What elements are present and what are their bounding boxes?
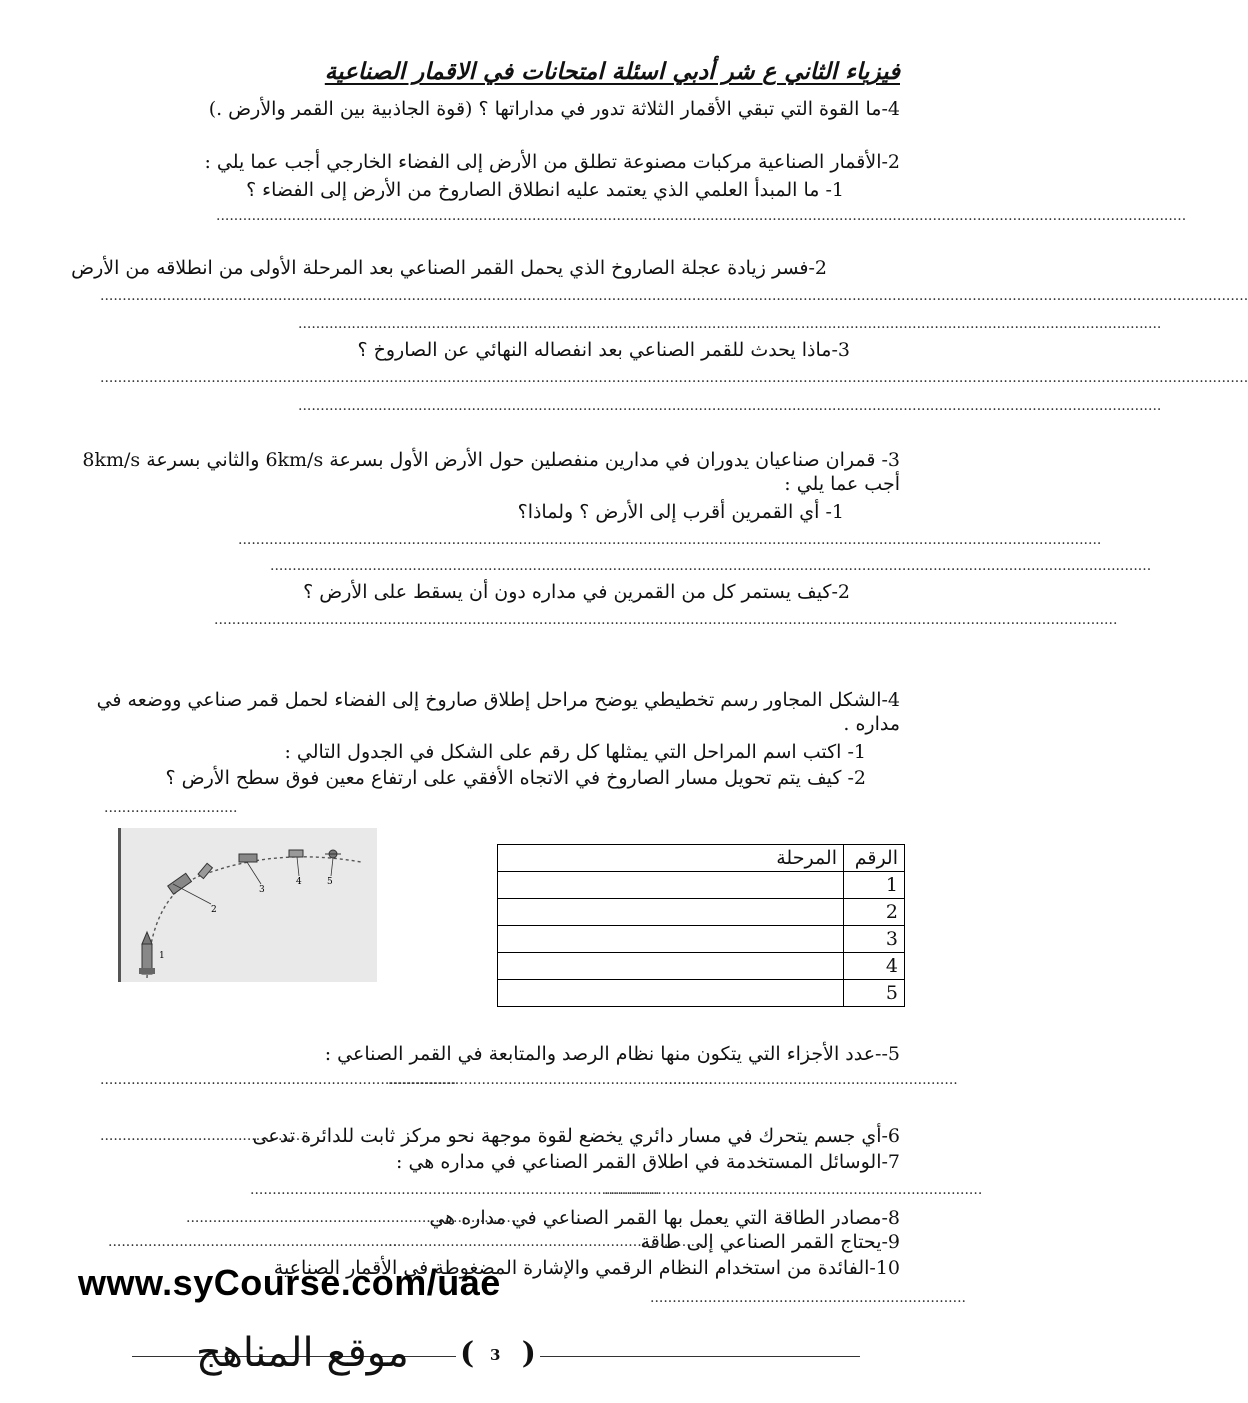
section2-q2: 2-فسر زيادة عجلة الصاروخ الذي يحمل القمر الصناعي بعد المرحلة الأولى من انطلاقه من الأرض: [71, 257, 827, 279]
answer-line: ..................................................................................................................................................................................................: [298, 316, 1162, 332]
table-row: [498, 980, 905, 1007]
row-number: 2: [844, 899, 905, 926]
bracket-left: (: [460, 1336, 475, 1371]
table-row: [498, 926, 905, 953]
page-number: 3: [490, 1346, 501, 1364]
col-number-header: الرقم: [844, 845, 905, 872]
question-8: 8-مصادر الطاقة التي يعمل بها القمر الصناعي في مداره هي: [429, 1207, 900, 1229]
question-6: 6-أي جسم يتحرك في مسار دائري يخضع لقوة موجهة نحو مركز ثابت للدائرة تدعى: [252, 1125, 900, 1147]
booster-icon: [198, 863, 212, 878]
answer-line: ..................................................................................................................................................................................................................................................................: [100, 288, 1248, 304]
table-row: [498, 872, 905, 899]
table-row: [498, 899, 905, 926]
footer-rule-right: [540, 1356, 860, 1357]
question-9: 9-يحتاج القمر الصناعي إلى طاقة: [640, 1231, 900, 1253]
question-10: 10-الفائدة من استخدام النظام الرقمي والإشارة المضغوطة في الأقمار الصناعية: [273, 1257, 900, 1279]
section4-heading: 4-الشكل المجاور رسم تخطيطي يوضح مراحل إطلاق صاروخ إلى الفضاء لحمل قمر صناعي ووضعه في: [96, 689, 900, 711]
answer-line: ............................................................................................: [250, 1182, 660, 1198]
bracket-right: ): [521, 1336, 536, 1371]
rocket-stage-1-icon: [139, 932, 155, 974]
section3-heading-cont: أجب عما يلي :: [784, 473, 900, 495]
stage-answer-cell[interactable]: [498, 953, 844, 980]
answer-line: ................................................................................: [100, 1072, 457, 1088]
figure-label-2: 2: [211, 905, 217, 915]
answer-line: ..................................................................................................................................................................................................: [298, 398, 1162, 414]
table-row: [498, 953, 905, 980]
answer-line: ..................................................................: [664, 1072, 958, 1088]
stage-answer-cell[interactable]: [498, 926, 844, 953]
answer-line: ...............................................: [100, 1128, 310, 1144]
section3-heading: 3- قمران صناعيان يدوران في مدارين منفصلين حول الأرض الأول بسرعة 6km/s والثاني بسرعة 8km/s: [82, 449, 900, 471]
answer-line: ..................................................................................................................................................................................................................................................................: [100, 370, 1248, 386]
figure-label-5: 5: [327, 877, 333, 887]
answer-line: ..........................................................................................................................................................................................................................: [216, 208, 1187, 224]
row-number: 3: [844, 926, 905, 953]
row-number: 4: [844, 953, 905, 980]
page-title: فيزياء الثاني ع شر أدبي اسئلة امتحانات في الاقمار الصناعية: [324, 58, 900, 85]
answer-line: .............................................................................: [186, 1210, 529, 1226]
section2-q3: 3-ماذا يحدث للقمر الصناعي بعد انفصاله النهائي عن الصاروخ ؟: [357, 339, 850, 361]
answer-line: ..............................: [104, 800, 238, 816]
intro-question: 4-ما القوة التي تبقي الأقمار الثلاثة تدور في مداراتها ؟ (قوة الجاذبية بين القمر والأرض .): [208, 98, 900, 120]
answer-line: ...........................................................................................................................................................................................................: [214, 612, 1118, 628]
answer-line: .....................................................................................: [604, 1182, 983, 1198]
section2-heading: 2-الأقمار الصناعية مركبات مصنوعة تطلق من الأرض إلى الفضاء الخارجي أجب عما يلي :: [204, 151, 900, 173]
satellite-icon: [325, 850, 341, 858]
site-watermark: www.syCourse.com/uae: [78, 1262, 501, 1303]
figure-label-4: 4: [296, 877, 302, 887]
answer-line: .......................................................................: [650, 1290, 966, 1306]
page-number-box: [460, 1336, 536, 1372]
section2-q1: 1- ما المبدأ العلمي الذي يعتمد عليه انطلاق الصاروخ من الأرض إلى الفضاء ؟: [246, 179, 844, 201]
answer-line: ......................................................................................................................................................................................................: [270, 558, 1152, 574]
answer-line: ..................................................................................................................................................................................................: [238, 532, 1102, 548]
col-stage-header: المرحلة: [498, 845, 844, 872]
trajectory-diagram: [121, 828, 377, 982]
footer-site-name: موقع المناهج: [196, 1330, 409, 1376]
section4-q1: 1- اكتب اسم المراحل التي يمثلها كل رقم على الشكل في الجدول التالي :: [284, 741, 866, 763]
section3-q2: 2-كيف يستمر كل من القمرين في مداره دون أن يسقط على الأرض ؟: [303, 581, 850, 603]
stage-answer-cell[interactable]: [498, 899, 844, 926]
rocket-stage-3-icon: [239, 854, 257, 862]
question-7: 7-الوسائل المستخدمة في اطلاق القمر الصناعي في مداره هي :: [396, 1151, 900, 1173]
section4-q2: 2- كيف يتم تحويل مسار الصاروخ في الاتجاه الأفقي على ارتفاع معين فوق سطح الأرض ؟: [165, 767, 866, 789]
question-5: 5--عدد الأجزاء التي يتكون منها نظام الرصد والمتابعة في القمر الصناعي :: [324, 1043, 900, 1065]
answer-line: .................................................................: [108, 1234, 398, 1250]
figure-label-1: 1: [159, 951, 165, 961]
rocket-stage-4-icon: [289, 850, 303, 857]
rocket-stage-2-icon: [168, 873, 192, 894]
table-header-row: [498, 845, 905, 872]
answer-line: ........................................................................: [388, 1234, 709, 1250]
answer-line: .........................................................................: [388, 1072, 713, 1088]
section4-heading-cont: مداره .: [843, 713, 900, 735]
row-number: 5: [844, 980, 905, 1007]
rocket-launch-figure: [118, 828, 377, 982]
stages-table: [497, 844, 905, 1007]
stage-answer-cell[interactable]: [498, 980, 844, 1007]
stage-answer-cell[interactable]: [498, 872, 844, 899]
row-number: 1: [844, 872, 905, 899]
figure-label-3: 3: [259, 885, 265, 895]
section3-q1: 1- أي القمرين أقرب إلى الأرض ؟ ولماذا؟: [517, 501, 844, 523]
